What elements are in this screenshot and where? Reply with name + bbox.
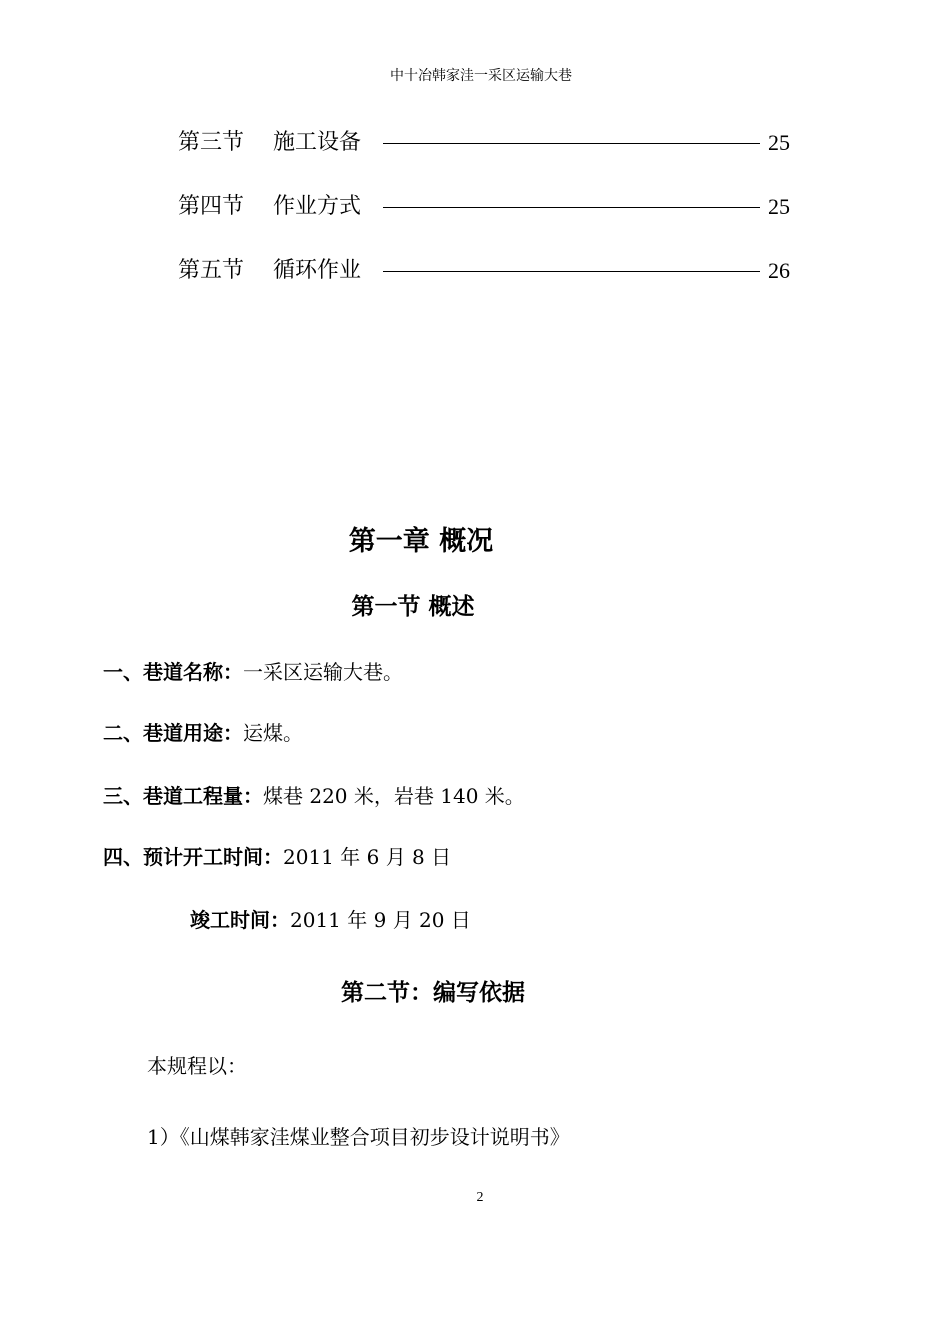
info-item-end-date <box>190 905 471 935</box>
intro-paragraph: 本规程以： <box>147 1054 247 1078</box>
toc-section-number: 第四节 <box>178 194 245 219</box>
toc-page-number: 25 <box>768 130 790 155</box>
toc-leader-line <box>383 143 760 144</box>
info-value: 2011 年 9 月 20 日 <box>290 908 471 932</box>
toc-section-title: 循环作业 <box>273 258 362 283</box>
toc-leader-line <box>383 271 760 272</box>
info-item-start-date <box>103 842 451 872</box>
toc-section-number: 第三节 <box>178 130 245 155</box>
section-title: 第一节 概述 <box>351 593 475 620</box>
page-number: 2 <box>476 1190 484 1205</box>
toc-entry[interactable] <box>178 256 790 286</box>
info-label: 三、巷道工程量： <box>103 784 263 808</box>
reference-item: 1）《山煤韩家洼煤业整合项目初步设计说明书》 <box>147 1125 570 1149</box>
info-label: 竣工时间： <box>190 908 290 932</box>
info-item-tunnel-name <box>103 657 403 687</box>
page-header: 中十冶韩家洼一采区运输大巷 <box>390 68 572 84</box>
toc-page-number: 26 <box>768 258 790 283</box>
info-label: 一、巷道名称： <box>103 660 243 684</box>
info-item-workload <box>103 781 525 811</box>
toc-section-number: 第五节 <box>178 258 245 283</box>
toc-entry[interactable] <box>178 128 790 158</box>
toc-entry[interactable] <box>178 192 790 222</box>
chapter-title: 第一章 概况 <box>348 526 494 557</box>
info-label: 四、预计开工时间： <box>103 845 283 869</box>
section-title: 第二节：编写依据 <box>341 979 525 1006</box>
info-value: 运煤。 <box>243 721 303 745</box>
toc-section-title: 施工设备 <box>273 130 362 155</box>
info-value: 2011 年 6 月 8 日 <box>283 845 452 869</box>
toc-leader-line <box>383 207 760 208</box>
info-value: 一采区运输大巷。 <box>243 660 403 684</box>
toc-section-title: 作业方式 <box>273 194 362 219</box>
info-label: 二、巷道用途： <box>103 721 243 745</box>
info-item-tunnel-use <box>103 718 303 748</box>
info-value: 煤巷 220 米，岩巷 140 米。 <box>263 784 525 808</box>
toc-page-number: 25 <box>768 194 790 219</box>
